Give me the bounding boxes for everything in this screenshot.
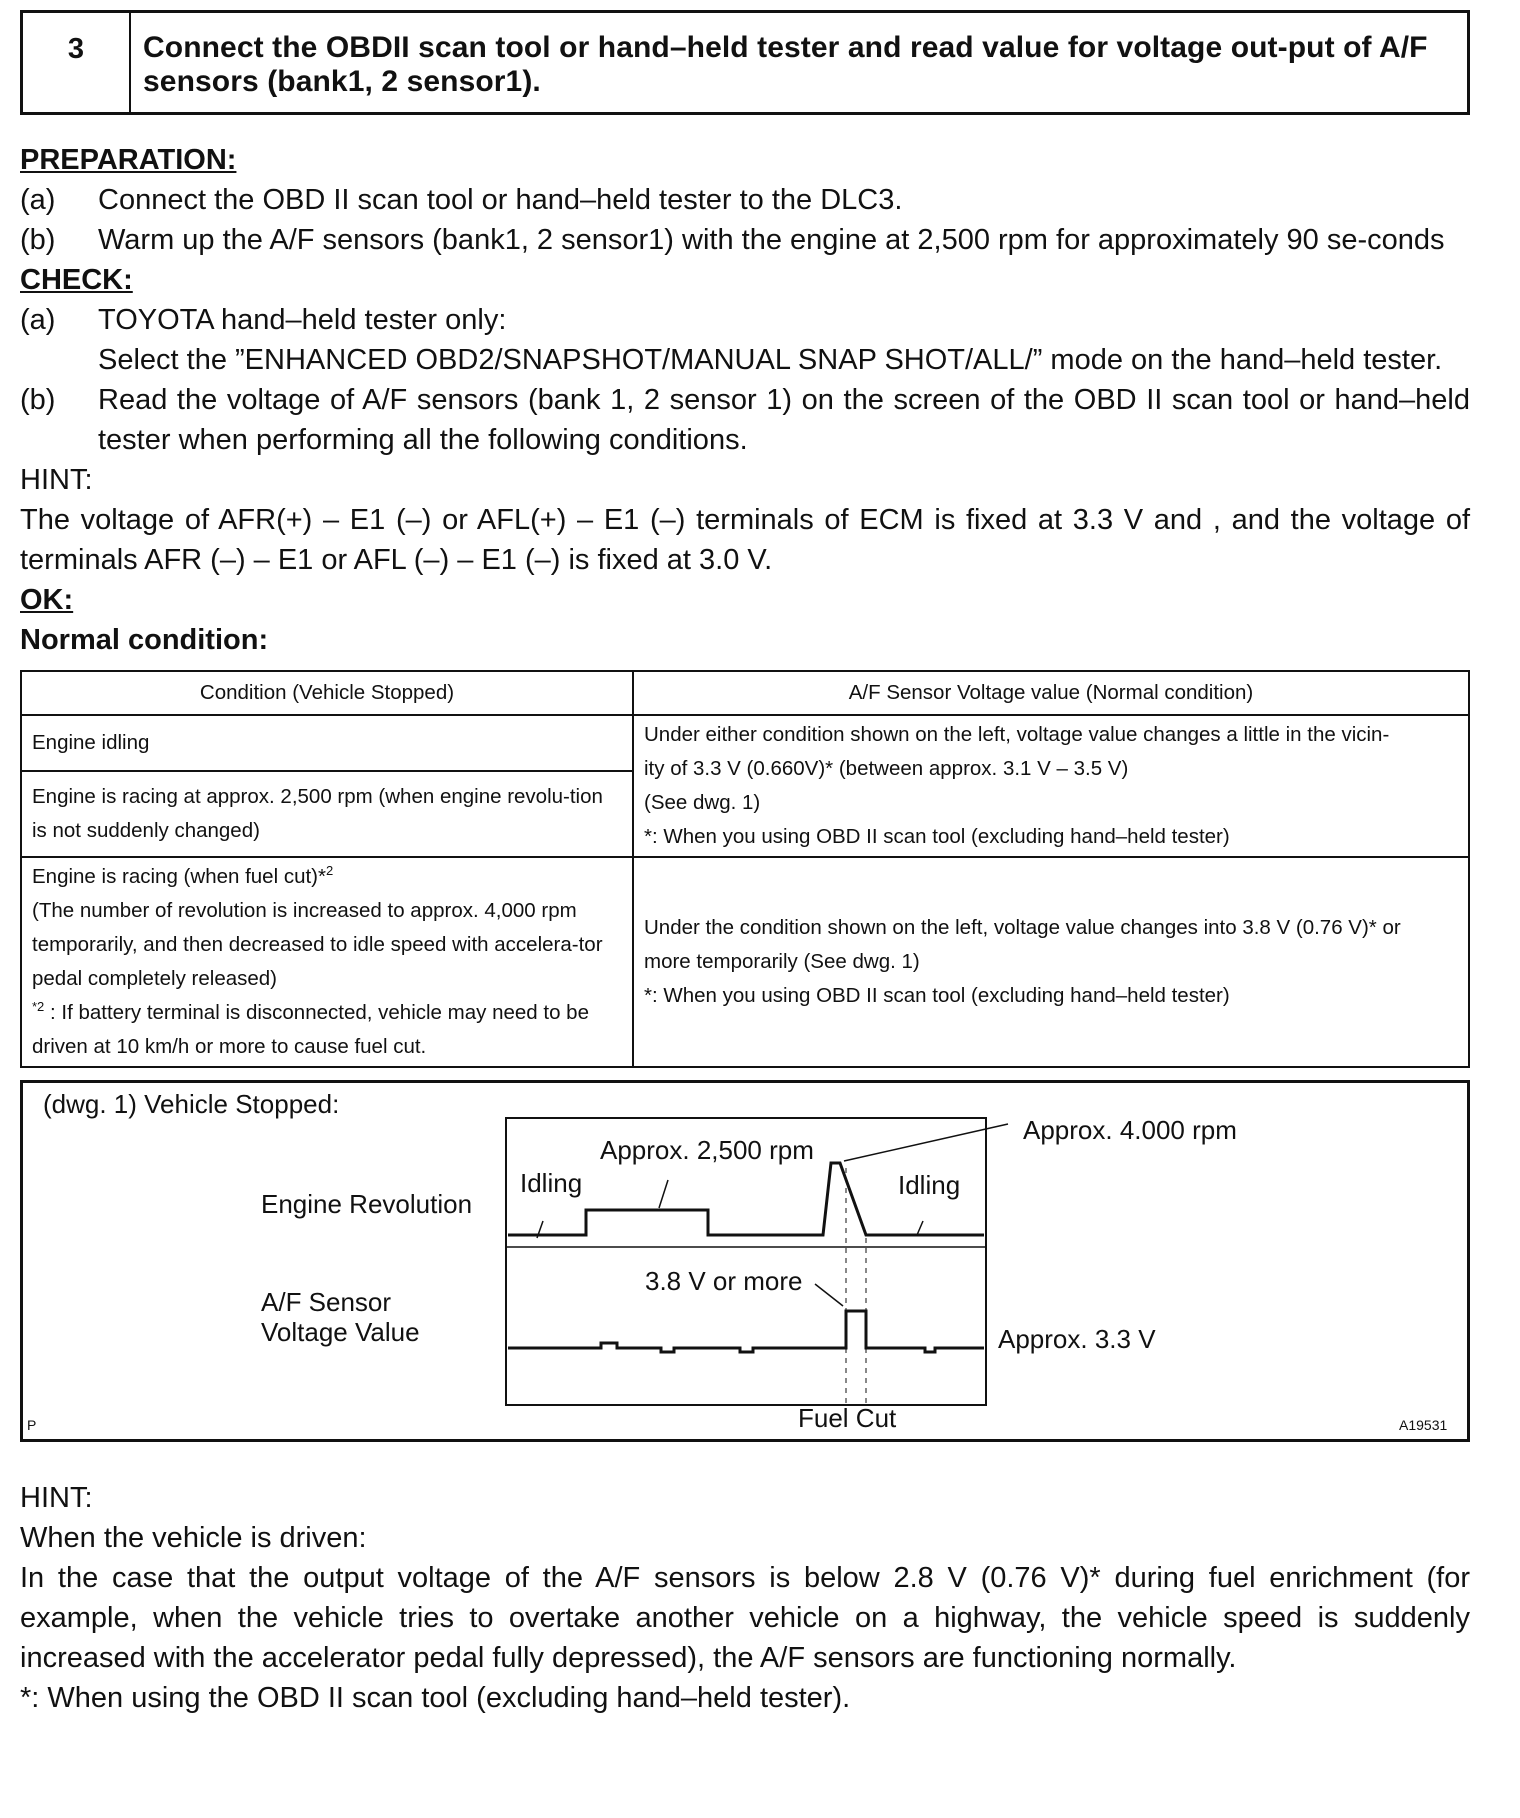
preparation-item-a [20,180,1470,220]
step-header [20,10,1470,115]
ok-heading: OK: [20,584,74,616]
leader-line [659,1180,668,1208]
footnote-mark: 2 [326,863,334,879]
approx-4000-label: Approx. 4.000 rpm [1023,1115,1237,1145]
table-row [21,715,1469,771]
hint2-line1: When the vehicle is driven: [20,1522,367,1554]
cell-line: *: When you using OBD II scan tool (excluding hand–held tester) [644,825,1230,848]
table-header-row [21,671,1469,715]
table-cell [21,857,633,1067]
cell-line: Under the condition shown on the left, voltage value changes into 3.8 V (0.76 V)* or [644,916,1401,939]
drawing-title: (dwg. 1) Vehicle Stopped: [43,1089,340,1119]
check-heading: CHECK: [20,264,133,296]
item-text: Warm up the A/F sensors (bank1, 2 sensor1) with the engine at 2,500 rpm for approximately 90 se-conds [98,224,1445,256]
item-text: TOYOTA hand–held tester only: [98,304,507,336]
table-cell: Engine idling [21,715,633,771]
cell-line: (See dwg. 1) [644,791,761,814]
condition-table [20,670,1470,1068]
fuel-cut-label: Fuel Cut [798,1403,897,1433]
table-cell: Engine is racing at approx. 2,500 rpm (when engine revolu-tion is not suddenly changed) [21,771,633,857]
item-label: (a) [20,304,56,336]
leader-line [917,1221,923,1235]
engine-revolution-label: Engine Revolution [261,1189,473,1219]
item-label: (b) [20,384,56,416]
table-header: A/F Sensor Voltage value (Normal condition) [633,671,1469,715]
hint2-label: HINT: [20,1482,93,1514]
cell-line: ity of 3.3 V (0.660V)* (between approx. 3.1 V – 3.5 V) [644,757,1129,780]
cell-line: more temporarily (See dwg. 1) [644,950,920,973]
af-voltage-trace [508,1311,984,1352]
table-header: Condition (Vehicle Stopped) [21,671,633,715]
item-text: Connect the OBD II scan tool or hand–held tester to the DLC3. [98,184,903,216]
approx-33-label: Approx. 3.3 V [998,1324,1156,1354]
item-label: (b) [20,224,56,256]
item-label: (a) [20,184,56,216]
cell-line: : If battery terminal is disconnected, vehicle may need to be driven at 10 km/h or more to cause fuel cut. [32,1001,589,1058]
hint2-footnote: *: When using the OBD II scan tool (excluding hand–held tester). [20,1682,851,1714]
item-text: Select the ”ENHANCED OBD2/SNAPSHOT/MANUAL SNAP SHOT/ALL/” mode on the hand–held tester. [98,344,1443,376]
check-item-b [20,380,1470,460]
approx-2500-label: Approx. 2,500 rpm [600,1135,814,1165]
footnote-mark: *2 [32,999,45,1015]
hint-text: The voltage of AFR(+) – E1 (–) or AFL(+) – E1 (–) terminals of ECM is fixed at 3.3 V and , and the voltage of terminals AFR (–) – E1 or AFL (–) – E1 (–) is fixed at 3.0 V. [20,504,1470,576]
table-cell [633,715,1469,857]
idling-left-label: Idling [520,1168,583,1198]
leader-line [815,1284,843,1306]
preparation-heading: PREPARATION: [20,144,237,176]
table-row [21,857,1469,1067]
v38-label: 3.8 V or more [645,1266,803,1296]
cell-line: *: When you using OBD II scan tool (excluding hand–held tester) [644,984,1230,1007]
corner-letter: P [27,1417,37,1433]
table-cell [633,857,1469,1067]
step-title: Connect the OBDII scan tool or hand–held tester and read value for voltage out-put of A/F sensors (bank1, 2 sensor1). [143,31,1428,98]
idling-right-label: Idling [898,1170,961,1200]
page [20,10,1470,1718]
af-label-line1: A/F Sensor [261,1287,392,1317]
item-text: Read the voltage of A/F sensors (bank 1, 2 sensor 1) on the screen of the OBD II scan tool or hand–held tester when performing all the following conditions. [98,384,1470,456]
drawing-figure [20,1080,1470,1442]
figure-id: A19531 [1399,1417,1448,1433]
preparation-item-b [20,220,1470,260]
hint-label: HINT: [20,464,93,496]
hint2-text: In the case that the output voltage of the A/F sensors is below 2.8 V (0.76 V)* during fuel enrichment (for example, when the vehicle tries to overtake another vehicle on a highway, the vehicle speed is suddenly increased with the accelerator pedal fully depressed), the A/F sensors are functioning normally. [20,1562,1470,1674]
normal-condition-heading: Normal condition: [20,624,269,656]
cell-line: Under either condition shown on the left, voltage value changes a little in the vicin- [644,723,1390,746]
step-number: 3 [23,13,131,112]
cell-line: (The number of revolution is increased to approx. 4,000 rpm temporarily, and then decreased to idle speed with accelera-tor pedal completely released) [32,899,603,990]
leader-line [844,1124,1008,1161]
check-item-a [20,300,1470,380]
cell-line: Engine is racing (when fuel cut)* [32,865,326,888]
af-label-line2: Voltage Value [261,1317,420,1347]
